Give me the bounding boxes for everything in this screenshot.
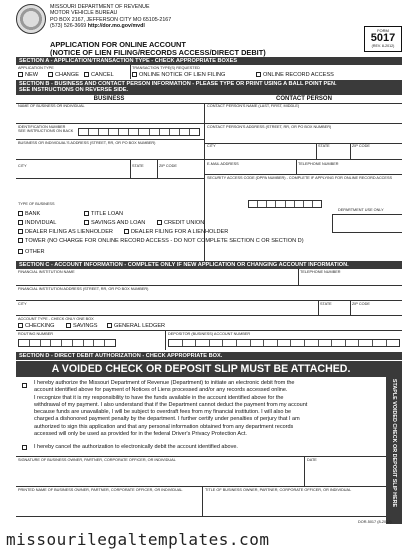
change-checkbox[interactable] xyxy=(48,72,53,77)
printed-name-label: PRINTED NAME OF BUSINESS OWNER, PARTNER, CORPORATE OFFICER, OR INDIVIDUAL xyxy=(18,488,183,492)
department-line: MISSOURI DEPARTMENT OF REVENUE xyxy=(50,4,150,10)
contact-city-label: CITY xyxy=(207,144,216,148)
individual-label: INDIVIDUAL xyxy=(25,219,57,226)
general-ledger-checkbox[interactable] xyxy=(107,323,112,328)
missouri-seal-icon xyxy=(16,4,46,34)
authorize-line: withdrawal of my payment. I also understand that if the Department cannot deduct the payment from my account xyxy=(34,401,308,408)
cancel-authorization-checkbox[interactable] xyxy=(22,445,27,450)
business-type-label: TYPE OF BUSINESS xyxy=(18,202,55,206)
contact-name-label: CONTACT PERSON'S NAME (LAST, FIRST, MIDDLE) xyxy=(207,104,300,108)
institution-telephone-label: TELEPHONE NUMBER xyxy=(300,270,341,274)
department-line: PO BOX 2167, JEFFERSON CITY MO 65105-2167 xyxy=(50,16,172,23)
savings-and-loan-label: SAVINGS AND LOAN xyxy=(91,219,146,226)
email-label: E-MAIL ADDRESS xyxy=(207,162,239,166)
section-c-heading: SECTION C - ACCOUNT INFORMATION - COMPLETE ONLY IF NEW APPLICATION OR CHANGING ACCOUNT INFORMATION. xyxy=(16,261,402,269)
routing-number-field[interactable] xyxy=(18,339,116,347)
institution-state-label: STATE xyxy=(320,302,332,306)
dealer-as-lienholder-checkbox[interactable] xyxy=(18,229,23,234)
business-name-label: NAME OF BUSINESS OR INDIVIDUAL xyxy=(18,104,85,108)
contact-telephone-label: TELEPHONE NUMBER xyxy=(298,162,339,166)
credit-union-label: CREDIT UNION xyxy=(164,219,205,226)
authorize-line: authorized to sign this application and that any personal information obtained from any department records xyxy=(34,423,294,430)
title-loan-checkbox[interactable] xyxy=(84,211,89,216)
new-label: NEW xyxy=(25,71,39,78)
institution-city-label: CITY xyxy=(18,302,27,306)
authorize-line: account identified above for payment of Notices of Liens processed and/or any records accessed online. xyxy=(34,387,288,394)
dealer-for-lienholder-checkbox[interactable] xyxy=(124,229,129,234)
contact-address-label: CONTACT PERSON'S ADDRESS (STREET, RR, OR PO BOX NUMBER) xyxy=(207,125,332,129)
staple-instructions: STAPLE VOIDED CHECK OR DEPOSIT SLIP HERE xyxy=(391,378,397,507)
transaction-type-label: TRANSACTION TYPE(S) REQUESTED xyxy=(132,66,200,70)
signature-label: SIGNATURE OF BUSINESS OWNER, PARTNER, CORPORATE OFFICER, OR INDIVIDUAL xyxy=(18,458,176,462)
security-code-label: SECURITY ACCESS CODE (DPPA NUMBER) - COMPLETE IF APPLYING FOR ONLINE RECORD ACCESS xyxy=(207,176,393,180)
contact-zip-label: ZIP CODE xyxy=(352,144,370,148)
section-d-heading: SECTION D - DIRECT DEBIT AUTHORIZATION - CHECK APPROPRIATE BOX. xyxy=(16,352,402,360)
watermark: missourilegaltemplates.com xyxy=(6,530,270,549)
title-loan-label: TITLE LOAN xyxy=(91,210,124,217)
tower-checkbox[interactable] xyxy=(18,238,23,243)
date-label: DATE xyxy=(307,458,317,462)
authorize-checkbox[interactable] xyxy=(22,383,27,388)
routing-number-label: ROUTING NUMBER xyxy=(18,332,54,336)
department-line: MOTOR VEHICLE BUREAU xyxy=(50,10,118,17)
dealer-for-lienholder-label: DEALER FILING FOR A LIENHOLDER xyxy=(131,228,229,235)
security-code-field[interactable] xyxy=(248,200,322,208)
form-revision: (REV. 8-2012) xyxy=(371,44,395,48)
identification-number-label: IDENTIFICATION NUMBER xyxy=(18,125,66,129)
cancel-checkbox[interactable] xyxy=(84,72,89,77)
institution-name-label: FINANCIAL INSTITUTION NAME xyxy=(18,270,75,274)
form-number-box xyxy=(364,26,402,52)
checking-label: CHECKING xyxy=(25,322,55,329)
section-b-heading-line: SEE INSTRUCTIONS ON REVERSE SIDE. xyxy=(19,87,129,94)
staple-sidebar xyxy=(386,361,402,524)
bank-checkbox[interactable] xyxy=(18,211,23,216)
voided-check-banner: A VOIDED CHECK OR DEPOSIT SLIP MUST BE ATTACHED. xyxy=(16,361,386,377)
bank-label: BANK xyxy=(25,210,41,217)
institution-address-label: FINANCIAL INSTITUTION ADDRESS (STREET, RR, OR PO BOX NUMBER) xyxy=(18,287,149,291)
other-label: OTHER xyxy=(25,248,45,255)
checking-checkbox[interactable] xyxy=(18,323,23,328)
cancel-label: CANCEL xyxy=(91,71,114,78)
new-checkbox[interactable] xyxy=(18,72,23,77)
depositor-account-label: DEPOSITOR (BUSINESS) ACCOUNT NUMBER xyxy=(168,332,251,336)
lien-filing-label: ONLINE NOTICE OF LIEN FILING xyxy=(139,71,226,78)
contact-state-label: STATE xyxy=(318,144,330,148)
record-access-checkbox[interactable] xyxy=(256,72,261,77)
authorize-line: I recognize that it is my responsibility to have the funds available in the account identified above for the xyxy=(34,394,284,401)
section-a-heading: SECTION A - APPLICATION/TRANSACTION TYPE - CHECK APPROPRIATE BOXES xyxy=(16,57,402,65)
form-label: FORM xyxy=(377,28,389,33)
institution-zip-label: ZIP CODE xyxy=(352,302,370,306)
title-line: (NOTICE OF LIEN FILING/RECORDS ACCESS/DIRECT DEBIT) xyxy=(50,48,266,58)
form-title xyxy=(50,41,266,57)
dealer-as-lienholder-label: DEALER FILING AS LIENHOLDER xyxy=(25,228,113,235)
cancel-authorization-text: I hereby cancel the authorization to electronically debit the account identified above. xyxy=(34,444,238,450)
bottom-revision: DOR-5017 (8-2012) xyxy=(358,520,392,524)
savings-label: SAVINGS xyxy=(73,322,98,329)
authorize-line: I hereby authorize the Missouri Department of Revenue (Department) to initiate an electronic debit from the xyxy=(34,380,295,386)
account-type-label: ACCOUNT TYPE - CHECK ONLY ONE BOX xyxy=(18,317,94,321)
business-column-heading: BUSINESS xyxy=(93,96,125,102)
individual-checkbox[interactable] xyxy=(18,220,23,225)
credit-union-checkbox[interactable] xyxy=(157,220,162,225)
savings-checkbox[interactable] xyxy=(66,323,71,328)
authorize-line: accessed will only be used as provided for in the federal Driver's Privacy Protection Act. xyxy=(34,431,247,438)
tower-label: TOWER (NO CHARGE FOR ONLINE RECORD ACCESS - DO NOT COMPLETE SECTION C OR SECTION D) xyxy=(25,237,304,244)
business-state-label: STATE xyxy=(132,164,144,168)
record-access-label: ONLINE RECORD ACCESS xyxy=(263,71,334,78)
authorize-line: charged a dishonored payment penalty by the department. I further certify under penalties of perjury that I am xyxy=(34,416,300,423)
officer-title-label: TITLE OF BUSINESS OWNER, PARTNER, CORPORATE OFFICER, OR INDIVIDUAL xyxy=(205,488,352,492)
form-number: 5017 xyxy=(370,32,396,44)
authorize-line: because funds are unavailable, I will be subject to overdraft fees from my financial institution. I will also be xyxy=(34,409,292,416)
business-city-label: CITY xyxy=(18,164,27,168)
general-ledger-label: GENERAL LEDGER xyxy=(114,322,166,329)
title-line: APPLICATION FOR ONLINE ACCOUNT xyxy=(50,40,186,49)
contact-column-heading: CONTACT PERSON xyxy=(276,96,332,102)
department-block xyxy=(50,4,171,30)
other-checkbox[interactable] xyxy=(18,249,23,254)
depositor-account-field[interactable] xyxy=(168,339,400,347)
lien-filing-checkbox[interactable] xyxy=(132,72,137,77)
identification-instructions-label: SEE INSTRUCTIONS ON BACK xyxy=(18,129,74,133)
identification-number-field[interactable] xyxy=(78,128,200,136)
form-page xyxy=(16,4,402,528)
business-address-label: BUSINESS OR INDIVIDUAL'S ADDRESS (STREET, RR, OR PO BOX NUMBER) xyxy=(18,141,156,145)
section-b-heading-line: SECTION B - BUSINESS AND CONTACT PERSON INFORMATION - PLEASE TYPE OR PRINT USING A BALL POINT PEN. xyxy=(19,81,337,87)
authorize-paragraph xyxy=(34,380,382,438)
website-link[interactable]: http://dor.mo.gov/mvdl xyxy=(87,23,145,30)
phone-number: (573) 526-3669 xyxy=(50,23,87,30)
application-type-label: APPLICATION TYPE xyxy=(18,66,54,70)
savings-and-loan-checkbox[interactable] xyxy=(84,220,89,225)
department-use-label: DEPARTMENT USE ONLY xyxy=(338,208,384,212)
business-zip-label: ZIP CODE xyxy=(159,164,177,168)
section-b-heading xyxy=(16,80,402,95)
change-label: CHANGE xyxy=(55,71,79,78)
department-line xyxy=(50,23,171,29)
